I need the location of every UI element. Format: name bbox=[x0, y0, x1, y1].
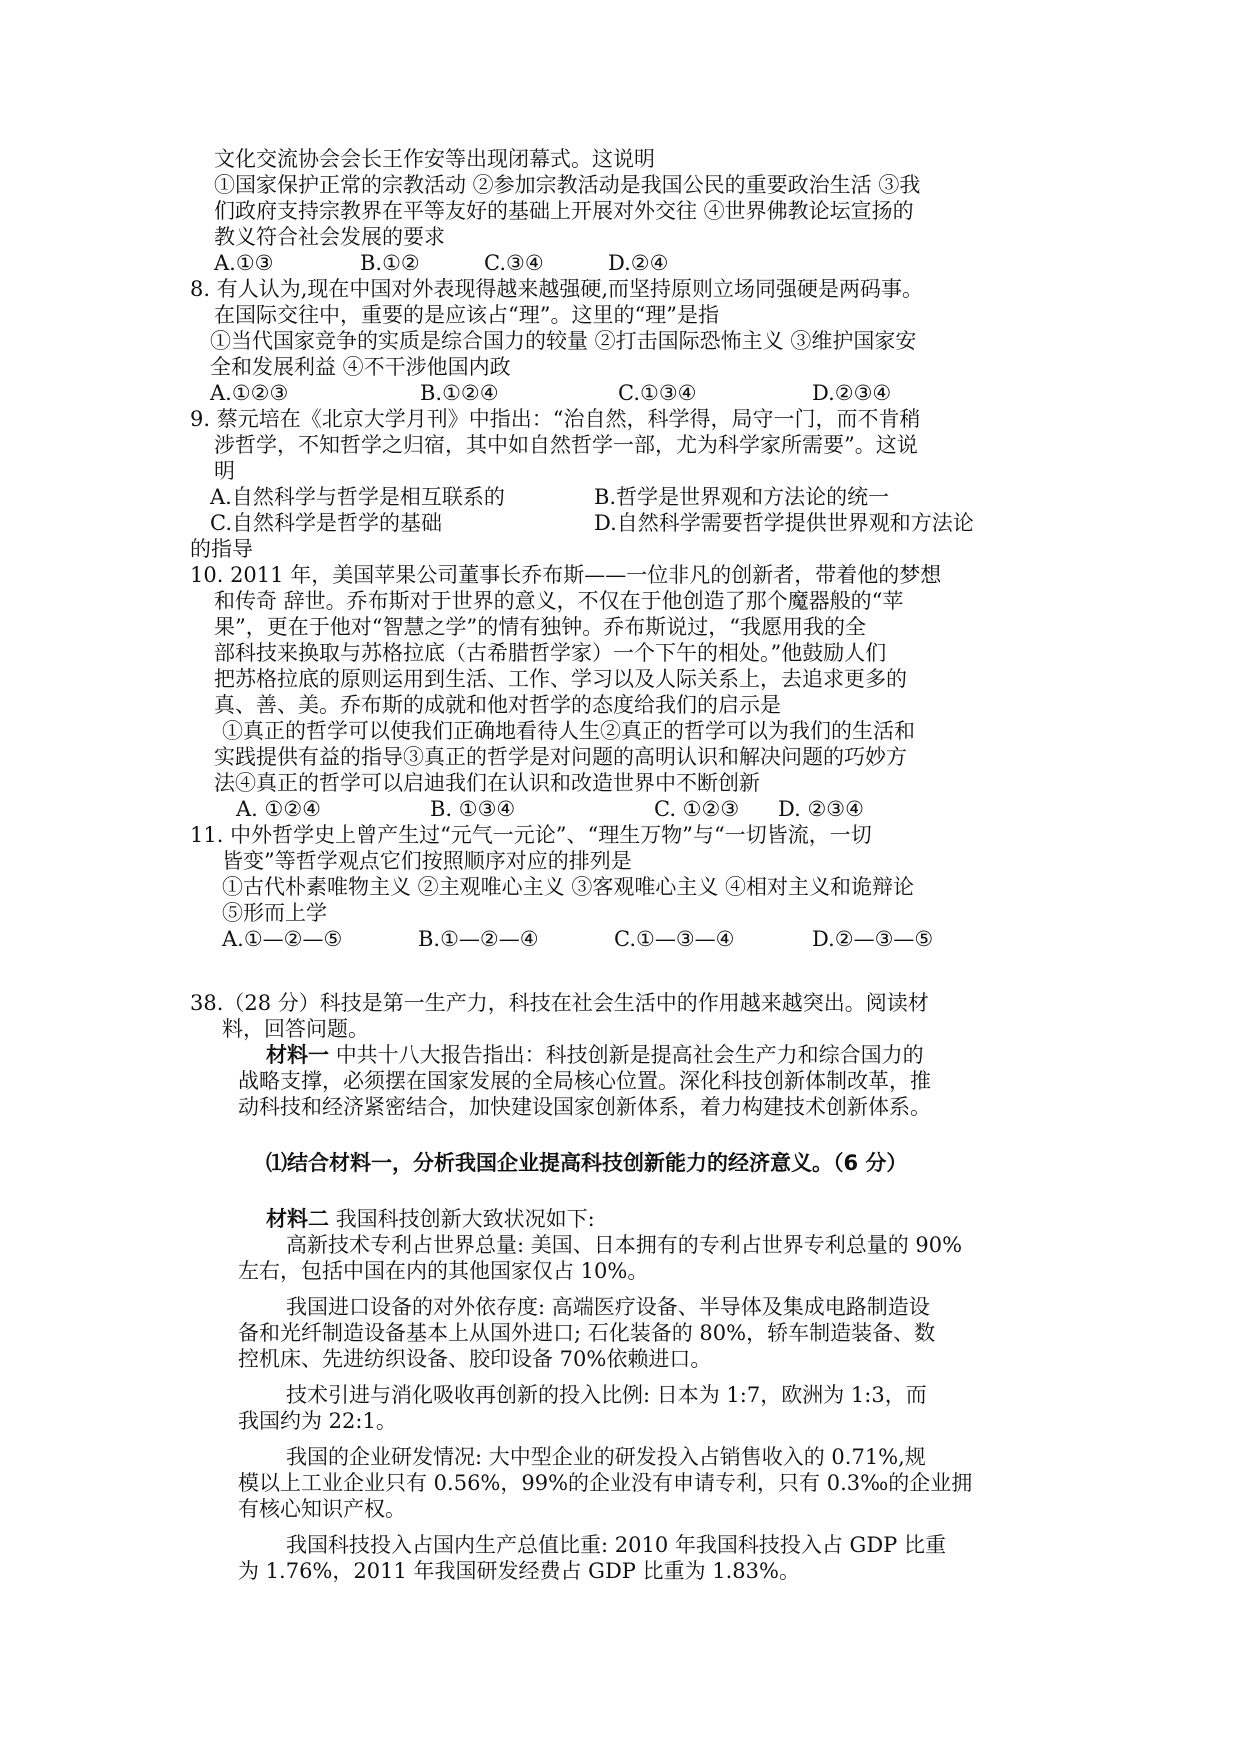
material-1-line-1 bbox=[266, 1042, 924, 1068]
q8-statements-line-2: 全和发展利益 ④不干涉他国内政 bbox=[210, 355, 511, 379]
material-2-title: 材料二 bbox=[266, 1206, 329, 1231]
q11-option-d: D.②—③—⑤ bbox=[812, 927, 934, 951]
q9-option-a: A.自然科学与哲学是相互联系的 bbox=[210, 485, 505, 509]
material-1-line-2: 战略支撑，必须摆在国家发展的全局核心位置。深化科技创新体制改革，推 bbox=[238, 1069, 931, 1093]
material-1-text: 中共十八大报告指出：科技创新是提高社会生产力和综合国力的 bbox=[335, 1043, 924, 1067]
q7-option-d: D.②④ bbox=[608, 251, 669, 275]
q10-stem-line-4: 部科技来换取与苏格拉底（古希腊哲学家）一个下午的相处。”他鼓励人们 bbox=[214, 641, 887, 665]
material-2-intro: 我国科技创新大致状况如下: bbox=[335, 1207, 595, 1231]
q10-stem-line-6: 真、善、美。乔布斯的成就和他对哲学的态度给我们的启示是 bbox=[214, 693, 781, 717]
material-1-title: 材料一 bbox=[266, 1042, 329, 1067]
q7-option-a: A.①③ bbox=[214, 251, 274, 275]
q7-option-c: C.③④ bbox=[484, 251, 544, 275]
q8-option-a: A.①②③ bbox=[210, 381, 289, 405]
import-dependence-line-2: 备和光纤制造设备基本上从国外进口; 石化装备的 80%，轿车制造装备、数 bbox=[238, 1321, 936, 1345]
rnd-status-line-3: 有核心知识产权。 bbox=[238, 1497, 406, 1521]
q11-stem-line-2: 皆变”等哲学观点它们按照顺序对应的排列是 bbox=[222, 849, 632, 873]
patent-share-line-2: 左右，包括中国在内的其他国家仅占 10%。 bbox=[238, 1259, 649, 1283]
q9-option-c: C.自然科学是哲学的基础 bbox=[210, 511, 442, 535]
q7-statements-line-3: 教义符合社会发展的要求 bbox=[214, 225, 445, 249]
q10-option-a: A. ①②④ bbox=[236, 797, 321, 821]
q7-stem-continuation: 文化交流协会会长王作安等出现闭幕式。这说明 bbox=[214, 147, 655, 171]
q10-statements-line-3: 法④真正的哲学可以启迪我们在认识和改造世界中不断创新 bbox=[214, 771, 760, 795]
q10-stem-line-2: 和传奇 辞世。乔布斯对于世界的意义，不仅在于他创造了那个魔器般的“苹 bbox=[214, 589, 904, 613]
q10-statements-line-1: ①真正的哲学可以使我们正确地看待人生②真正的哲学可以为我们的生活和 bbox=[222, 719, 915, 743]
q8-statements-line-1: ①当代国家竞争的实质是综合国力的较量 ②打击国际恐怖主义 ③维护国家安 bbox=[210, 329, 917, 353]
q38-stem-line-1: 38.（28 分）科技是第一生产力，科技在社会生活中的作用越来越突出。阅读材 bbox=[190, 991, 929, 1015]
material-1-line-3: 动科技和经济紧密结合，加快建设国家创新体系，着力构建技术创新体系。 bbox=[238, 1095, 931, 1119]
patent-share-line-1: 高新技术专利占世界总量: 美国、日本拥有的专利占世界专利总量的 90% bbox=[286, 1233, 963, 1257]
import-dependence-line-3: 控机床、先进纺织设备、胶印设备 70%依赖进口。 bbox=[238, 1347, 712, 1371]
rnd-status-line-1: 我国的企业研发情况: 大中型企业的研发投入占销售收入的 0.71%,规 bbox=[286, 1445, 926, 1469]
q11-statements-line-1: ①古代朴素唯物主义 ②主观唯心主义 ③客观唯心主义 ④相对主义和诡辩论 bbox=[222, 875, 915, 899]
q8-stem-line-1: 8. 有人认为,现在中国对外表现得越来越强硬,而坚持原则立场同强硬是两码事。 bbox=[190, 277, 924, 301]
q10-statements-line-2: 实践提供有益的指导③真正的哲学是对问题的高明认识和解决问题的巧妙方 bbox=[214, 745, 907, 769]
q8-option-b: B.①②④ bbox=[420, 381, 499, 405]
sub-question-1: ⑴结合材料一，分析我国企业提高科技创新能力的经济意义。（6 分） bbox=[266, 1151, 908, 1175]
q11-option-a: A.①—②—⑤ bbox=[222, 927, 343, 951]
q8-option-d: D.②③④ bbox=[812, 381, 892, 405]
q10-stem-line-3: 果”，更在于他对“智慧之学”的情有独钟。乔布斯说过，“我愿用我的全 bbox=[214, 615, 866, 639]
q8-stem-line-2: 在国际交往中，重要的是应该占“理”。这里的“理”是指 bbox=[214, 303, 719, 327]
q11-stem-line-1: 11. 中外哲学史上曾产生过“元气一元论”、“理生万物”与“一切皆流，一切 bbox=[190, 823, 872, 847]
q10-option-d: D. ②③④ bbox=[778, 797, 864, 821]
gdp-share-line-2: 为 1.76%，2011 年我国研发经费占 GDP 比重为 1.83%。 bbox=[238, 1559, 800, 1583]
q10-option-b: B. ①③④ bbox=[430, 797, 516, 821]
q9-stem-line-2: 涉哲学，不知哲学之归宿，其中如自然哲学一部，尤为科学家所需要”。这说 bbox=[214, 433, 918, 457]
import-dependence-line-1: 我国进口设备的对外依存度: 高端医疗设备、半导体及集成电路制造设 bbox=[286, 1295, 930, 1319]
q11-option-c: C.①—③—④ bbox=[614, 927, 735, 951]
material-2-line-1 bbox=[266, 1206, 595, 1232]
q8-option-c: C.①③④ bbox=[618, 381, 697, 405]
q9-option-d-continuation: 的指导 bbox=[190, 537, 253, 561]
rnd-status-line-2: 模以上工业企业只有 0.56%，99%的企业没有申请专利，只有 0.3‰的企业拥 bbox=[238, 1471, 973, 1495]
q7-option-b: B.①② bbox=[360, 251, 420, 275]
q10-option-c: C. ①②③ bbox=[654, 797, 740, 821]
q9-stem-line-1: 9. 蔡元培在《北京大学月刊》中指出：“治自然，科学得，局守一门，而不肯稍 bbox=[190, 407, 921, 431]
q9-option-b: B.哲学是世界观和方法论的统一 bbox=[594, 485, 890, 509]
q11-option-b: B.①—②—④ bbox=[418, 927, 539, 951]
q7-statements-line-1: ①国家保护正常的宗教活动 ②参加宗教活动是我国公民的重要政治生活 ③我 bbox=[214, 173, 921, 197]
q10-stem-line-5: 把苏格拉底的原则运用到生活、工作、学习以及人际关系上，去追求更多的 bbox=[214, 667, 907, 691]
q9-stem-line-3: 明 bbox=[214, 459, 235, 483]
q10-stem-line-1: 10. 2011 年，美国苹果公司董事长乔布斯——一位非凡的创新者，带着他的梦想 bbox=[190, 563, 942, 587]
investment-ratio-line-2: 我国约为 22:1。 bbox=[238, 1409, 397, 1433]
gdp-share-line-1: 我国科技投入占国内生产总值比重: 2010 年我国科技投入占 GDP 比重 bbox=[286, 1533, 946, 1557]
q9-option-d: D.自然科学需要哲学提供世界观和方法论 bbox=[594, 511, 974, 535]
q38-stem-line-2: 料，回答问题。 bbox=[222, 1017, 369, 1041]
q7-statements-line-2: 们政府支持宗教界在平等友好的基础上开展对外交往 ④世界佛教论坛宣扬的 bbox=[214, 199, 914, 223]
investment-ratio-line-1: 技术引进与消化吸收再创新的投入比例: 日本为 1:7，欧洲为 1:3，而 bbox=[286, 1383, 927, 1407]
q11-statements-line-2: ⑤形而上学 bbox=[222, 901, 327, 925]
